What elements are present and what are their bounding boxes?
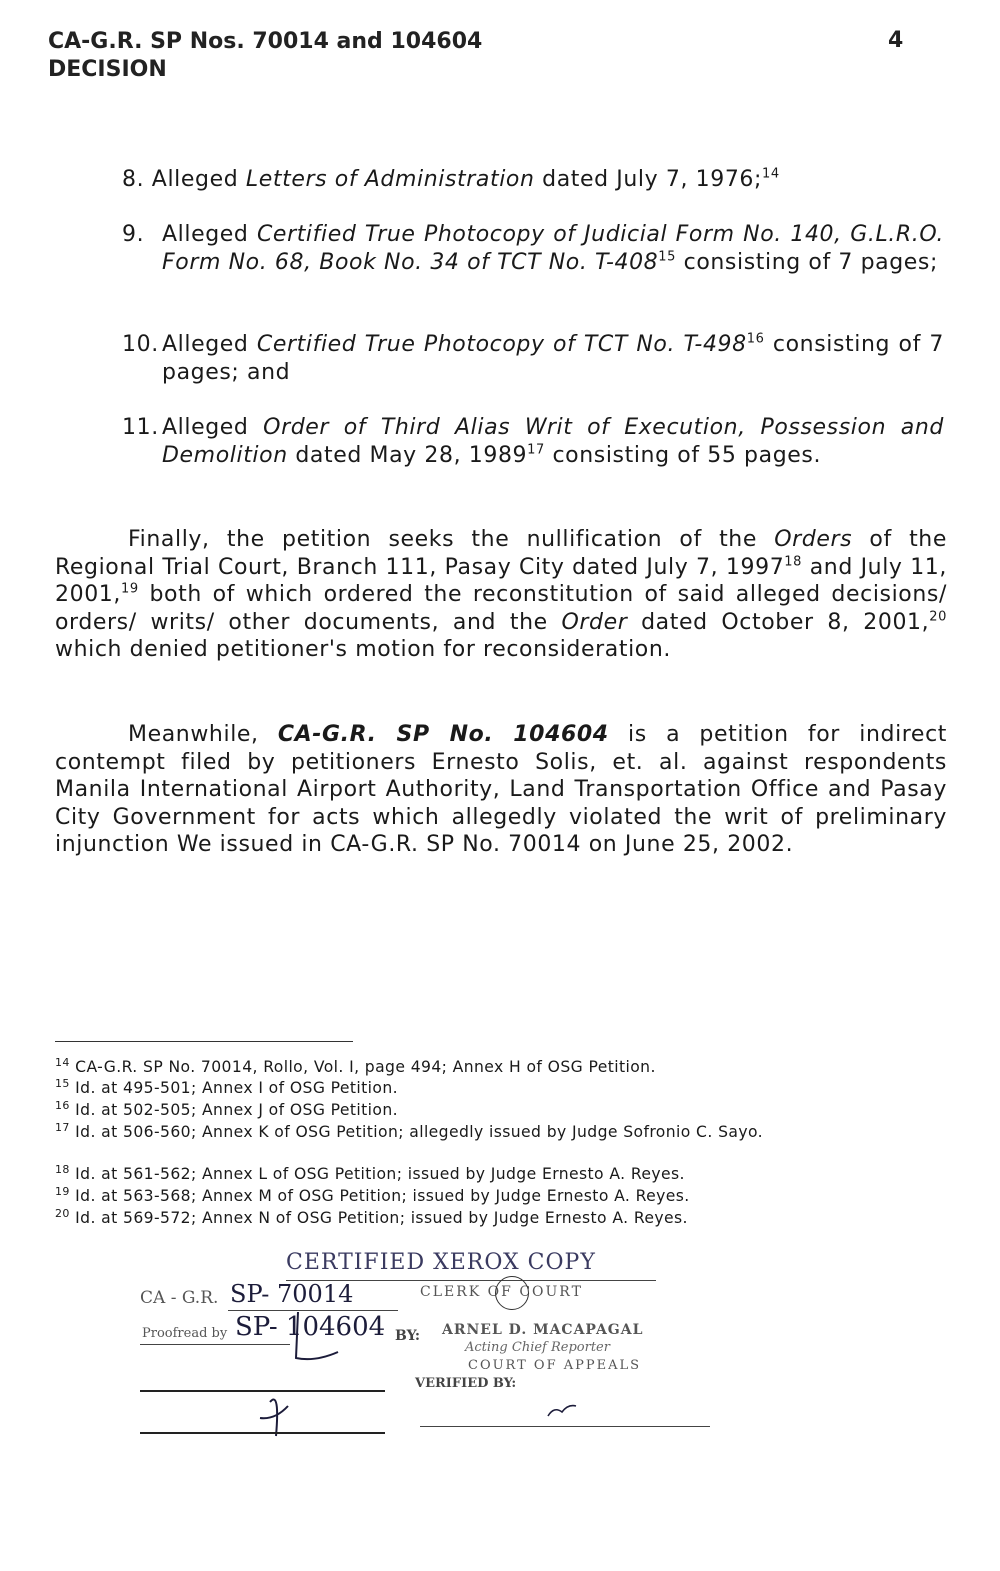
item-number: 10. — [122, 332, 159, 357]
court-name: COURT OF APPEALS — [468, 1358, 642, 1373]
certification-stamp — [110, 1240, 730, 1440]
body-paragraph — [55, 526, 947, 664]
item-suffix: dated May 28, 1989 — [287, 443, 528, 468]
item-title: Certified True Photocopy of TCT No. T-498 — [256, 332, 747, 357]
footnote-text: Id. at 561-562; Annex L of OSG Petition; issued by Judge Ernesto A. Reyes. — [75, 1165, 685, 1183]
footnote-number: 15 — [55, 1076, 70, 1090]
item-title: Order of Third Alias Writ of Execution, Possession and Demolition — [162, 415, 944, 468]
footnote — [55, 1163, 950, 1185]
item-title: Certified True Photocopy of Judicial Form No. 140, G.L.R.O. Form No. 68, Book No. 34 of TCT No. T-408 — [162, 222, 944, 275]
footnote-divider — [55, 1041, 353, 1042]
reporter-position: Acting Chief Reporter — [465, 1340, 610, 1355]
text: which denied petitioner's motion for reconsideration. — [55, 637, 671, 662]
footnote-ref: 20 — [929, 609, 947, 625]
item-number: 8. — [122, 167, 145, 192]
item-suffix-2: consisting of 55 pages. — [544, 443, 822, 468]
footnote-number: 14 — [55, 1055, 70, 1069]
footnote — [55, 1077, 950, 1099]
footnote — [55, 1185, 950, 1207]
case-reference: CA-G.R. SP No. 104604 — [277, 722, 609, 747]
text: Finally, the petition seeks the nullification of the — [128, 527, 775, 552]
footnote-text: Id. at 563-568; Annex M of OSG Petition; issued by Judge Ernesto A. Reyes. — [75, 1187, 690, 1205]
signature-line — [140, 1390, 385, 1392]
case-header — [48, 28, 482, 84]
item-prefix: Alleged — [151, 167, 246, 192]
item-prefix: Alleged — [162, 222, 257, 247]
item-prefix: Alleged — [162, 332, 257, 357]
stamp-title: CERTIFIED XEROX COPY — [286, 1250, 596, 1275]
text: dated October 8, 2001, — [627, 609, 930, 635]
item-number: 9. — [122, 222, 145, 247]
body-paragraph — [55, 721, 947, 859]
footnote-text: Id. at 495-501; Annex I of OSG Petition. — [75, 1079, 398, 1097]
text: and July 11, 2001, — [55, 554, 947, 607]
item-title: Letters of Administration — [245, 167, 535, 192]
footnote-number: 20 — [55, 1206, 70, 1220]
verification-line — [420, 1426, 710, 1427]
list-item — [122, 414, 944, 470]
footnote-text: Id. at 502-505; Annex J of OSG Petition. — [75, 1101, 398, 1119]
handwriting-marks — [110, 1240, 730, 1440]
footnote-ref: 19 — [120, 581, 139, 597]
item-suffix: consisting of 7 pages; — [676, 250, 939, 275]
item-suffix: consisting of 7 pages; and — [162, 332, 944, 385]
footnote-ref: 16 — [746, 331, 765, 347]
handwritten-case-1: SP- 70014 — [230, 1280, 354, 1308]
footnote — [55, 1099, 950, 1121]
case-number: CA-G.R. SP Nos. 70014 and 104604 — [48, 29, 483, 54]
signature-line — [140, 1432, 385, 1434]
text: Meanwhile, — [128, 722, 278, 747]
ca-gr-label: CA - G.R. — [140, 1288, 219, 1308]
list-item — [122, 166, 952, 194]
list-item — [122, 221, 944, 277]
page-number: 4 — [888, 28, 904, 53]
footnote-number: 16 — [55, 1098, 70, 1112]
stamp-clerk: CLERK OF COURT — [420, 1284, 583, 1300]
footnote-ref: 14 — [762, 166, 780, 182]
verified-label: VERIFIED BY: — [415, 1376, 517, 1391]
handwritten-case-2: SP- 104604 — [235, 1312, 386, 1342]
text-italic: Order — [561, 609, 628, 635]
footnote-number: 17 — [55, 1120, 70, 1134]
item-number: 11. — [122, 415, 159, 440]
footnote — [55, 1207, 950, 1229]
footnote-text: Id. at 569-572; Annex N of OSG Petition; issued by Judge Ernesto A. Reyes. — [75, 1209, 688, 1227]
by-label: BY: — [395, 1328, 421, 1344]
footnote-ref: 18 — [784, 554, 803, 570]
footnote — [55, 1056, 950, 1078]
document-type: DECISION — [48, 57, 167, 82]
footnote-number: 18 — [55, 1162, 70, 1176]
item-prefix: Alleged — [162, 415, 264, 440]
footnote-number: 19 — [55, 1184, 70, 1198]
list-item — [122, 331, 944, 387]
text-italic: Orders — [774, 527, 853, 552]
text: is a petition for indirect contempt filed by petitioners Ernesto Solis, et. al. against respondents Manila International Airport Authority, Land Transportation Office and Pasay City Government for acts which allegedly violated the writ of preliminary injunction We issued in CA-G.R. SP No. 70014 on June 25, 2002. — [55, 722, 947, 857]
text: both of which ordered the reconstitution of said alleged decisions/ orders/ writs/ other documents, and the — [55, 582, 947, 635]
footnote-ref: 15 — [658, 249, 677, 265]
reporter-name: ARNEL D. MACAPAGAL — [442, 1322, 644, 1338]
footnote — [55, 1121, 950, 1143]
proofread-label: Proofread by — [142, 1326, 228, 1341]
footnote-ref: 17 — [527, 442, 545, 458]
item-suffix: dated July 7, 1976; — [534, 167, 763, 192]
text: of the Regional Trial Court, Branch 111, Pasay City dated July 7, 1997 — [55, 527, 947, 580]
footnote-text: Id. at 506-560; Annex K of OSG Petition; allegedly issued by Judge Sofronio C. Sayo. — [75, 1123, 763, 1141]
footnote-text: CA-G.R. SP No. 70014, Rollo, Vol. I, page 494; Annex H of OSG Petition. — [75, 1058, 656, 1076]
